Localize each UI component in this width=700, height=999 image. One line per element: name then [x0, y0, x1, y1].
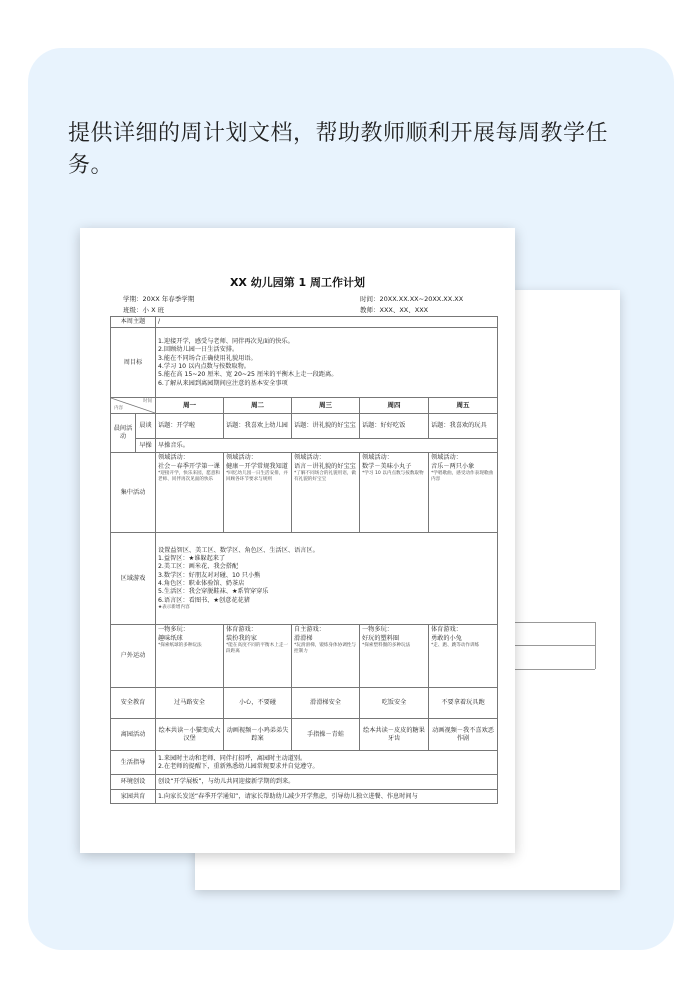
group-cell — [429, 453, 498, 533]
area-item: 4.角色区：职业体验馆、奶茶店 — [158, 580, 245, 588]
outdoor-title: 滑滑梯 — [294, 634, 313, 642]
group-title: 健康－开学常规我知道 — [226, 462, 288, 470]
leave-label: 离园活动 — [111, 719, 156, 751]
corner-top-label: 时间 — [143, 399, 152, 405]
table-row — [111, 398, 498, 414]
headline: 提供详细的周计划文档，帮助教师顺利开展每周教学任务。 — [68, 121, 609, 178]
outdoor-title: 勇敢的小兔 — [431, 634, 462, 642]
outdoor-note: *探索纸球的多种玩法 — [158, 643, 202, 649]
outdoor-cell — [224, 625, 292, 688]
day-header: 周四 — [360, 398, 429, 414]
talk-cell: 话题：好好吃饭 — [360, 414, 429, 439]
area-label: 区域游戏 — [111, 533, 156, 625]
goal-item: 3.能在不同场合正确使用礼貌用语。 — [158, 354, 257, 362]
outdoor-cell — [156, 625, 224, 688]
group-title: 数学－美味小丸子 — [362, 462, 412, 470]
outdoor-note: *走、跑、跳等动作训练 — [431, 643, 480, 649]
outdoor-title: 趣味纸球 — [158, 634, 183, 642]
table-row — [111, 775, 498, 790]
life-cell — [156, 751, 498, 775]
focus-label: 本周主题 — [111, 317, 156, 328]
group-head: 领域活动： — [158, 454, 189, 462]
outdoor-label: 户外运动 — [111, 625, 156, 688]
table-row — [111, 328, 498, 398]
talk-cell: 话题：我喜欢的玩具 — [429, 414, 498, 439]
area-item: 1.益智区：★谁躲起来了 — [158, 554, 226, 562]
table-row — [111, 533, 498, 625]
group-note: *迎接开学，快乐来园，愿意和老师、同伴再次见面的快乐 — [158, 471, 221, 483]
life-item: 1.来园时主动和老师、同伴打招呼，离园时主动道别。 — [158, 754, 307, 762]
leave-cell: 绘本共读－皮皮的糖果牙齿 — [360, 719, 429, 751]
class-label: 班级：小 X 班 — [123, 306, 165, 314]
teacher-label: 教师：XXX、XX、XXX — [360, 306, 429, 314]
outdoor-cell — [292, 625, 360, 688]
group-note: *学唱歌曲，感受动作表现歌曲内容 — [431, 471, 494, 483]
day-header: 周二 — [224, 398, 292, 414]
group-note: *学习 10 以内点数与按数取物 — [362, 471, 424, 477]
group-cell — [292, 453, 360, 533]
leave-cell: 动画视频－我不喜欢恶作剧 — [429, 719, 498, 751]
day-header: 周三 — [292, 398, 360, 414]
goal-item: 6.了解从来园到离园期间应注意的基本安全事项 — [158, 379, 288, 387]
corner-header — [111, 398, 156, 414]
goal-item: 1.迎接开学，感受与老师、同伴再次见面的快乐。 — [158, 337, 294, 345]
group-cell — [156, 453, 224, 533]
safety-cell: 小心，不要碰 — [224, 688, 292, 719]
outdoor-head: 体育游戏： — [226, 626, 257, 634]
safety-cell: 不要拿着玩具跑 — [429, 688, 498, 719]
table-row — [111, 751, 498, 775]
env-label: 环境创设 — [111, 775, 156, 790]
outdoor-head: 一物多玩： — [362, 626, 393, 634]
semester-label: 学期：20XX 年春季学期 — [123, 295, 195, 303]
table-row — [111, 790, 498, 804]
area-item: 5.生活区：我会穿脱鞋袜、★系管穿穿乐 — [158, 588, 269, 596]
leave-cell: 绘本共读－小猫变成大汉堡 — [156, 719, 224, 751]
group-title: 音乐－两只小象 — [431, 462, 475, 470]
goal-item: 4.学习 10 以内点数与按数取物。 — [158, 362, 250, 370]
area-note: ★表示新增内容 — [158, 605, 190, 611]
outdoor-head: 一物多玩： — [158, 626, 189, 634]
safety-cell: 过马路安全 — [156, 688, 224, 719]
group-head: 领域活动： — [362, 454, 393, 462]
group-cell — [224, 453, 292, 533]
env-value: 创设“开学展板”，与幼儿共同迎接新学期的到来。 — [156, 775, 498, 790]
table-row — [111, 317, 498, 328]
leave-cell: 手指操－青蛙 — [292, 719, 360, 751]
leave-cell: 动画视频－小鸡弟弟失踪案 — [224, 719, 292, 751]
safety-cell: 滑滑梯安全 — [292, 688, 360, 719]
outdoor-cell — [429, 625, 498, 688]
table-row — [111, 625, 498, 688]
outdoor-note: *能在高度不同的平衡木上走一段距离 — [226, 643, 289, 655]
table-row — [111, 688, 498, 719]
outdoor-cell — [360, 625, 429, 688]
day-header: 周五 — [429, 398, 498, 414]
group-head: 领域活动： — [226, 454, 257, 462]
outdoor-note: *玩滑滑梯，锻炼身体协调性与控制力 — [294, 643, 357, 655]
focus-value: / — [156, 317, 498, 328]
group-label: 集中活动 — [111, 453, 156, 533]
outdoor-note: *探索塑料圈的多种玩法 — [362, 643, 411, 649]
group-note: *回忆幼儿园一日生活安排，并回顾各环节要求与规则 — [226, 471, 289, 483]
document-page — [80, 228, 515, 853]
outdoor-title: 好玩的塑料圈 — [362, 634, 400, 642]
group-head: 领域活动： — [294, 454, 325, 462]
talk-cell: 话题：我喜欢上幼儿园 — [224, 414, 292, 439]
home-label: 家园共育 — [111, 790, 156, 804]
area-item: 2.美工区：画米花、我会搭配 — [158, 563, 239, 571]
exercise-value: 早操音乐。 — [156, 439, 498, 453]
area-cell — [156, 533, 498, 625]
goal-item: 5.能在高 15~20 厘米、宽 20~25 厘米的平衡木上走一段距离。 — [158, 371, 338, 379]
goals-cell — [156, 328, 498, 398]
area-item: 3.数学区：好朋友对对碰、10 只小熊 — [158, 571, 261, 579]
talk-cell: 话题：开学啦 — [156, 414, 224, 439]
weekly-plan-table — [110, 316, 498, 804]
outdoor-title: 装扮我的家 — [226, 634, 257, 642]
table-row — [111, 414, 498, 439]
group-title: 语言－讲礼貌的好宝宝 — [294, 462, 356, 470]
outdoor-head: 自主游戏： — [294, 626, 325, 634]
exercise-label: 早操 — [136, 439, 156, 453]
home-value: 1.向家长发送“春季开学通知”，请家长帮助幼儿减少开学焦虑，引导幼儿独立进餐、作息时间与 — [156, 790, 498, 804]
talk-label: 晨谈 — [136, 414, 156, 439]
time-label: 时间：20XX.XX.XX~20XX.XX.XX — [360, 295, 464, 303]
document-title: XX 幼儿园第 1 周工作计划 — [229, 276, 366, 289]
safety-cell: 吃饭安全 — [360, 688, 429, 719]
table-row — [111, 453, 498, 533]
life-item: 2.在老师的提醒下，重新熟悉幼儿园常规要求并自觉遵守。 — [158, 762, 319, 770]
group-title: 社会－春季开学第一课 — [158, 462, 220, 470]
table-row — [111, 719, 498, 751]
group-head: 领域活动： — [431, 454, 462, 462]
goals-label: 周目标 — [111, 328, 156, 398]
talk-cell: 话题：讲礼貌的好宝宝 — [292, 414, 360, 439]
corner-bottom-label: 内容 — [114, 406, 123, 412]
morning-label: 晨间活动 — [111, 414, 136, 453]
safety-label: 安全教育 — [111, 688, 156, 719]
outdoor-head: 体育游戏： — [431, 626, 462, 634]
life-label: 生活指导 — [111, 751, 156, 775]
group-note: *了解不同场合的礼貌用语，做有礼貌的好宝宝 — [294, 471, 357, 483]
day-header: 周一 — [156, 398, 224, 414]
group-cell — [360, 453, 429, 533]
goal-item: 2.回顾幼儿园一日生活安排。 — [158, 346, 239, 354]
table-row — [111, 439, 498, 453]
area-item: 6.语言区：看图书、★创意花花猪 — [158, 596, 250, 604]
back-page-rule — [595, 622, 596, 669]
area-item: 设置益智区、美工区、数学区、角色区、生活区、语言区。 — [158, 546, 319, 554]
